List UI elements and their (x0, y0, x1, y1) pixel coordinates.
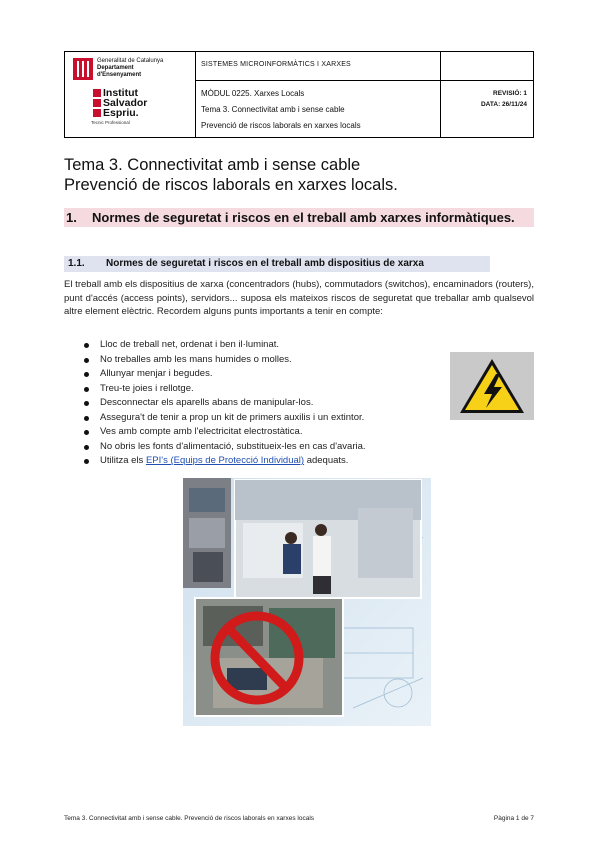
gen-logo-line-1: Generalitat de Catalunya (97, 58, 164, 64)
list-item: Lloc de treball net, ordenat i ben il·luminat. (84, 338, 454, 353)
logo-square-icon (93, 89, 101, 97)
logo-square-icon (93, 99, 101, 107)
header-row-module (195, 80, 533, 137)
epi-prefix: Utilitza els (100, 455, 146, 466)
subsection-number: 1.1. (68, 258, 85, 269)
module-line: MÒDUL 0225. Xarxes Locals (201, 89, 305, 98)
safety-rules-list (84, 338, 454, 469)
gen-logo-line-2: Departament (97, 65, 134, 71)
date-label: DATA: 26/11/24 (480, 101, 527, 108)
epi-suffix: adequats. (304, 455, 349, 466)
institute-logo (93, 88, 189, 132)
footer-title: Tema 3. Connectivitat amb i sense cable. Prevenció de riscos laborals en xarxes locals (64, 815, 315, 822)
list-item: Ves amb compte amb l'electricitat electrostàtica. (84, 425, 454, 440)
page-title (64, 155, 398, 195)
senyera-icon (73, 58, 93, 80)
tema-line: Tema 3. Connectivitat amb i sense cable (201, 105, 345, 114)
list-item (84, 454, 454, 469)
title-line-1: Tema 3. Connectivitat amb i sense cable (64, 156, 361, 174)
generalitat-logo (73, 58, 189, 80)
institute-line-3: Espriu. (103, 107, 139, 119)
header-logos (65, 52, 196, 137)
list-item: Assegura't de tenir a prop un kit de primers auxilis i un extintor. (84, 411, 454, 426)
list-item: Treu-te joies i rellotge. (84, 382, 454, 397)
list-item: No obris les fonts d'alimentació, substitueix-les en cas d'avaria. (84, 440, 454, 455)
list-item: Allunyar menjar i begudes. (84, 367, 454, 382)
institute-line-2: Salvador (103, 97, 148, 109)
section-title: Normes de seguretat i riscos en el treball amb xarxes informàtiques. (92, 210, 515, 225)
topic-line: Prevenció de riscos laborals en xarxes locals (201, 121, 361, 130)
logo-square-icon (93, 109, 101, 117)
institute-sub: Tecnic Professional (91, 120, 130, 125)
gen-logo-line-3: d'Ensenyament (97, 72, 142, 78)
subject-title: SISTEMES MICROINFORMÀTICS I XARXES (201, 61, 351, 68)
revision-label: REVISIÓ: 1 (493, 90, 527, 97)
subsection-heading-1-1 (64, 256, 490, 272)
subsection-title: Normes de seguretat i riscos en el treball amb dispositius de xarxa (106, 258, 424, 269)
document-header (64, 51, 534, 138)
lab-safety-photo (183, 478, 431, 726)
title-line-2: Prevenció de riscos laborals en xarxes locals. (64, 176, 398, 194)
page-number: Pàgina 1 de 7 (493, 815, 534, 822)
header-row-subject (195, 52, 533, 81)
list-item: Desconnectar els aparells abans de manipular-los. (84, 396, 454, 411)
institute-line-1: Institut (103, 87, 138, 99)
section-number: 1. (66, 210, 77, 225)
list-item: No treballes amb les mans humides o molles. (84, 353, 454, 368)
electric-hazard-icon (450, 352, 534, 420)
intro-paragraph: El treball amb els dispositius de xarxa (concentradors (hubs), commutadors (switchos), encaminadors (routers), punt d'accés (access points), servidors... suposa els mateixos riscos de seguretat que treballar amb qualsevol altre element elèctric. Recordem alguns punts importants a tenir en compte: (64, 279, 534, 317)
section-heading-1 (64, 208, 534, 227)
epi-link[interactable]: EPI's (Equips de Protecció Individual) (145, 455, 305, 466)
